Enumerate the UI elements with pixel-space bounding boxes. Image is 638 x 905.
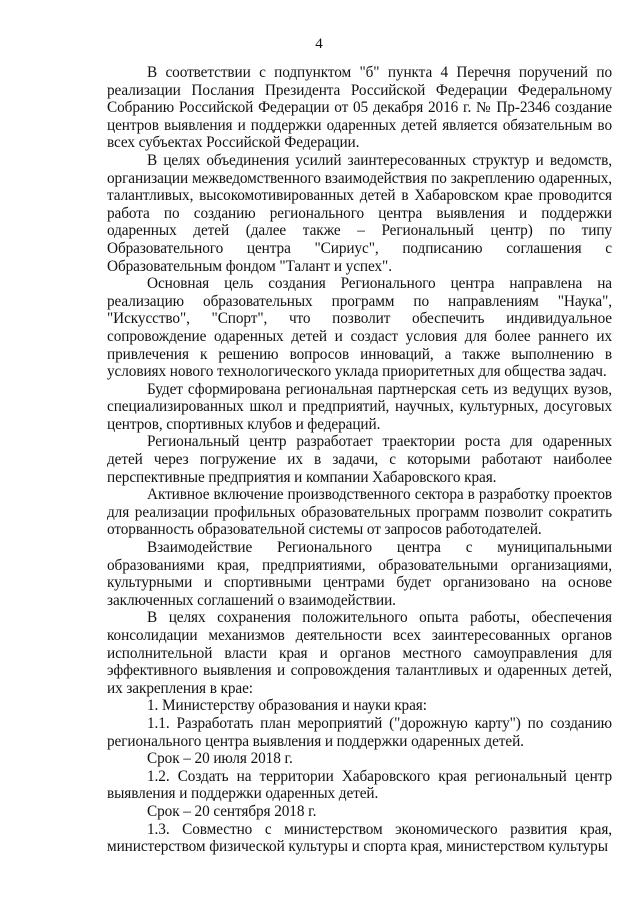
paragraph: В целях сохранения положительного опыта работы, обеспечения консолидации механизмов деятельности всех заинтересованных органов исполнительной власти края и органов местного самоуправления для эффективного выявления и сопровождения талантливых и одаренных детей, их закрепления в крае: bbox=[107, 609, 612, 697]
paragraph: Будет сформирована региональная партнерская сеть из ведущих вузов, специализированных школ и предприятий, научных, культурных, досуговых центров, спортивных клубов и федераций. bbox=[107, 380, 612, 433]
list-item: 1.1. Разработать план мероприятий ("дорожную карту") по созданию регионального центра выявления и поддержки одаренных детей. bbox=[107, 714, 612, 750]
deadline-line: Срок – 20 июля 2018 г. bbox=[147, 750, 293, 768]
paragraph: В целях объединения усилий заинтересованных структур и ведомств, организации межведомственного взаимодействия по закреплению одаренных, талантливых, высокомотивированных детей в Хабаровском крае проводится работа по созданию регионального центра выявления и поддержки одаренных детей (далее также – Региональный центр) по типу Образовательного центра "Сириус", подписанию соглашения с Образовательным фондом "Талант и успех". bbox=[107, 151, 612, 275]
paragraph: Взаимодействие Регионального центра с муниципальными образованиями края, предприятиями, образовательными организациями, культурными и спортивными центрами будет организовано на основе заключенных соглашений о взаимодействии. bbox=[107, 539, 612, 609]
paragraph: Основная цель создания Регионального центра направлена на реализацию образовательных программ по направлениям "Наука", "Искусство", "Спорт", что позволит обеспечить индивидуальное сопровождение одаренных детей и создаст условия для более раннего их привлечения к решению вопросов инноваций, а также выполнению в условиях нового технологического уклада приоритетных для общества задач. bbox=[107, 275, 612, 381]
paragraph: Региональный центр разработает траектории роста для одаренных детей через погружение их в задачи, с которыми работают наиболее перспективные предприятия и компании Хабаровского края. bbox=[107, 433, 612, 486]
list-item: 1.2. Создать на территории Хабаровского края региональный центр выявления и поддержки одаренных детей. bbox=[107, 767, 612, 803]
paragraph: Активное включение производственного сектора в разработку проектов для реализации профильных образовательных программ позволит сократить оторванность образовательной системы от запросов работодателей. bbox=[107, 486, 612, 539]
paragraph: В соответствии с подпунктом "б" пункта 4 Перечня поручений по реализации Послания Президента Российской Федерации Федеральному Собранию Российской Федерации от 05 декабря 2016 г. № Пр-2346 создание центров выявления и поддержки одаренных детей является обязательным во всех субъектах Российской Федерации. bbox=[107, 64, 612, 152]
deadline-line: Срок – 20 сентября 2018 г. bbox=[147, 802, 317, 820]
list-item: 1. Министерству образования и науки края: bbox=[147, 697, 427, 715]
document-body bbox=[107, 64, 612, 856]
page-number: 4 bbox=[315, 36, 323, 52]
list-item: 1.3. Совместно с министерством экономического развития края, министерством физической культуры и спорта края, министерством культуры bbox=[107, 820, 612, 856]
